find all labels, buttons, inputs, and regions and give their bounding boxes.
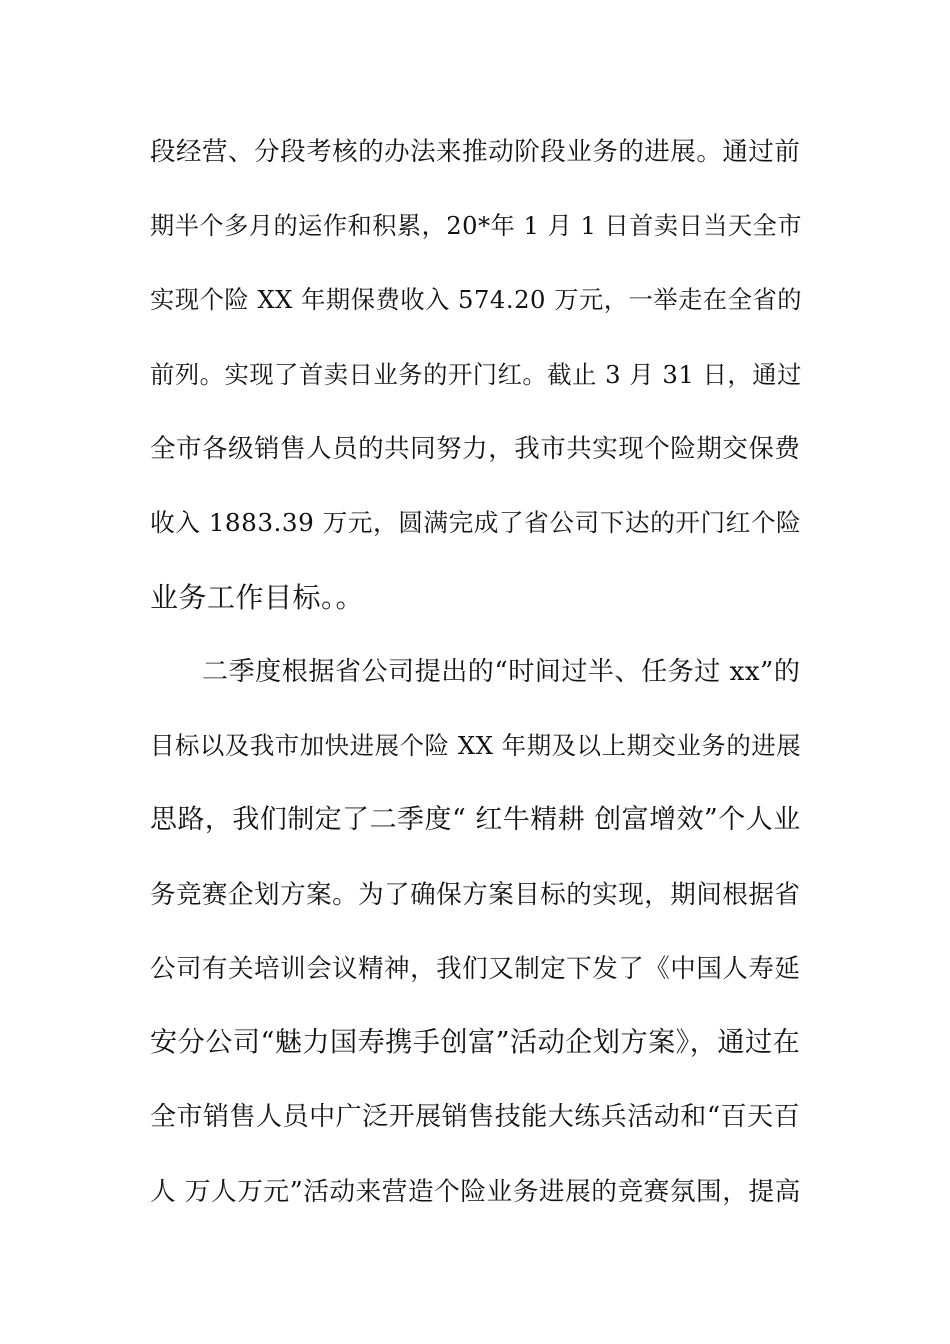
- text-line: 思路，我们制定了二季度“ 红牛精耕 创富增效”个人业: [150, 804, 801, 835]
- text-line: 期半个多月的运作和积累，20*年 1 月 1 日首卖日当天全市: [150, 212, 803, 240]
- text-line: 公司有关培训会议精神，我们又制定下发了《中国人寿延: [150, 954, 801, 984]
- text-line: 全市各级销售人员的共同努力，我市共实现个险期交保费: [150, 434, 801, 464]
- text-line: 人 万人万元”活动来营造个险业务进展的竞赛氛围，提高: [150, 1177, 801, 1207]
- text-line: 业务工作目标。。: [150, 581, 365, 614]
- text-line: 全市销售人员中广泛开展销售技能大练兵活动和“百天百: [150, 1102, 801, 1132]
- text-line: 目标以及我市加快进展个险 XX 年期及以上期交业务的进展: [150, 731, 802, 760]
- paragraph-first-line: 二季度根据省公司提出的“时间过半、任务过 xx”的: [202, 657, 801, 687]
- text-line: 收入 1883.39 万元，圆满完成了省公司下达的开门红个险: [150, 508, 802, 537]
- text-line: 实现个险 XX 年期保费收入 574.20 万元，一举走在全省的: [150, 285, 803, 314]
- text-line: 段经营、分段考核的办法来推动阶段业务的进展。通过前: [150, 137, 801, 167]
- text-line: 务竞赛企划方案。为了确保方案目标的实现，期间根据省: [150, 880, 801, 910]
- text-line: 前列。实现了首卖日业务的开门红。截止 3 月 31 日，通过: [150, 360, 802, 389]
- text-line: 安分公司“魅力国寿携手创富”活动企划方案》，通过在: [150, 1027, 801, 1058]
